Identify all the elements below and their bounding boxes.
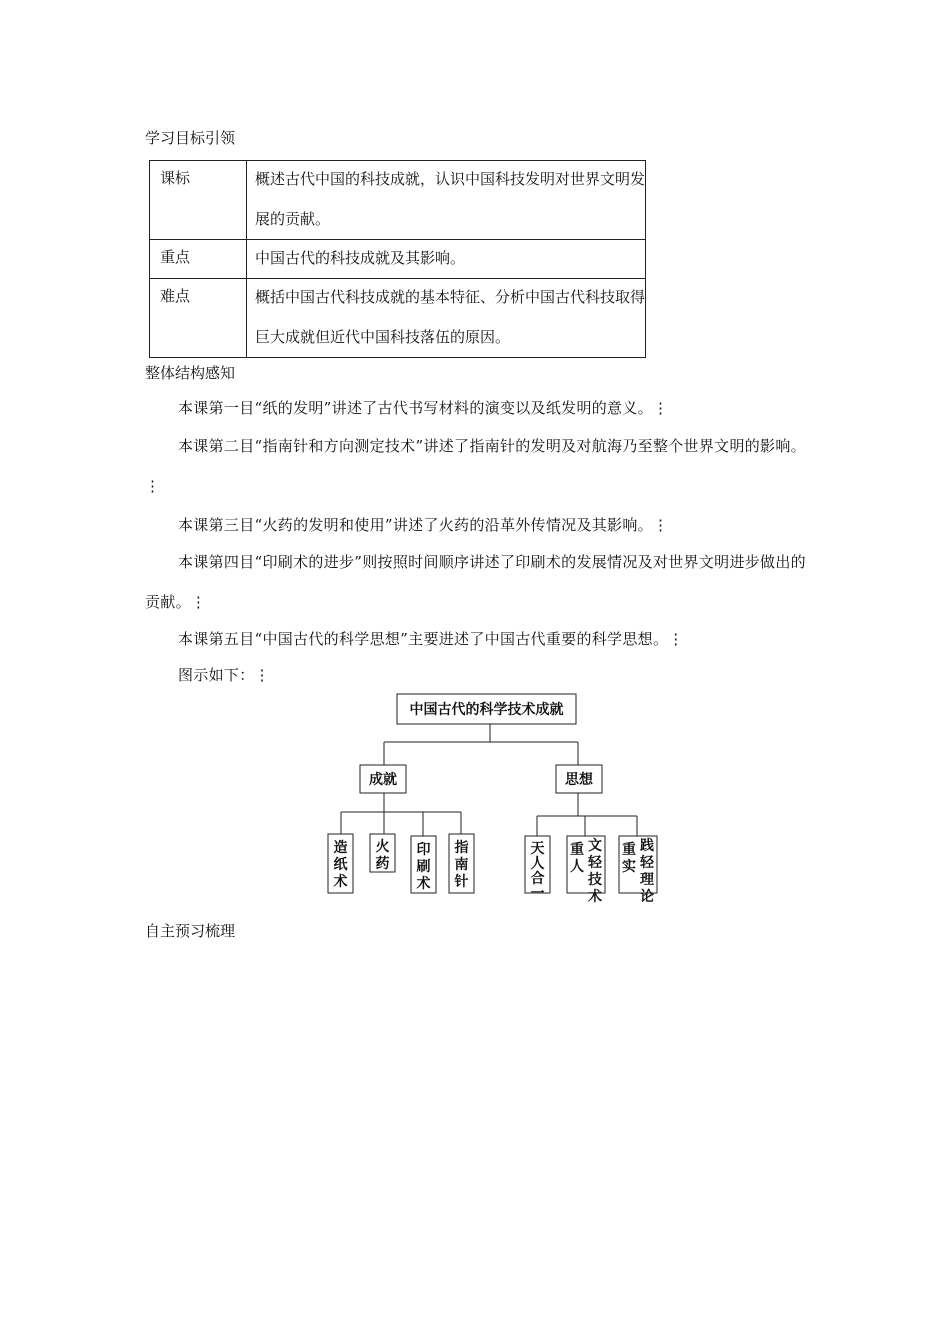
row-key: 难点 bbox=[150, 279, 247, 358]
leaf-label: 术 bbox=[333, 874, 348, 890]
leaf-label: 印 bbox=[416, 842, 431, 858]
branch-label: 思想 bbox=[565, 772, 593, 788]
leaf-label: 重 bbox=[570, 842, 584, 858]
leaf-label: 药 bbox=[375, 856, 390, 872]
paragraph: 本课第三目“火药的发明和使用”讲述了火药的沿革外传情况及其影响。⋮ bbox=[178, 516, 669, 534]
heading-objectives: 学习目标引领 bbox=[145, 129, 236, 147]
heading-structure: 整体结构感知 bbox=[145, 364, 236, 382]
leaf-label: 论 bbox=[640, 889, 654, 905]
leaf-label: 重 bbox=[622, 842, 636, 858]
heading-preview: 自主预习梳理 bbox=[145, 922, 236, 940]
paragraph: 本课第一目“纸的发明”讲述了古代书写材料的演变以及纸发明的意义。⋮ bbox=[178, 399, 669, 417]
leaf-label: 火 bbox=[375, 839, 390, 855]
paragraph: 图示如下：⋮ bbox=[178, 666, 270, 684]
leaf-label: 南 bbox=[454, 857, 469, 873]
leaf-label: 造 bbox=[333, 840, 348, 856]
row-key: 课标 bbox=[150, 161, 247, 240]
row-value: 概述古代中国的科技成就，认识中国科技发明对世界文明发展的贡献。 bbox=[247, 161, 646, 240]
leaf-label: 技 bbox=[588, 872, 602, 888]
leaf-label: 人 bbox=[530, 856, 545, 872]
leaf-label: 合 bbox=[530, 871, 545, 887]
leaf-label: 指 bbox=[454, 840, 469, 856]
leaf-label: 术 bbox=[416, 876, 431, 892]
row-value: 概括中国古代科技成就的基本特征、分析中国古代科技取得巨大成就但近代中国科技落伍的原因。 bbox=[247, 279, 646, 358]
row-value: 中国古代的科技成就及其影响。 bbox=[247, 240, 646, 279]
branch-label: 成就 bbox=[369, 772, 397, 788]
row-key: 重点 bbox=[150, 240, 247, 279]
leaf-label: 刷 bbox=[416, 859, 431, 875]
root-label: 中国古代的科学技术成就 bbox=[409, 702, 564, 718]
leaf-label: 文 bbox=[588, 838, 602, 854]
leaf-label: 一 bbox=[530, 886, 545, 902]
paragraph: 本课第五目“中国古代的科学思想”主要进述了中国古代重要的科学思想。⋮ bbox=[178, 630, 684, 648]
leaf-label: 针 bbox=[454, 874, 469, 890]
leaf-label: 天 bbox=[530, 841, 545, 857]
leaf-label: 理 bbox=[640, 872, 654, 888]
leaf-label: 纸 bbox=[333, 857, 348, 873]
leaf-label: 实 bbox=[622, 859, 636, 875]
leaf-label: 轻 bbox=[588, 855, 602, 871]
paragraph: 本课第二目“指南针和方向测定技术”讲述了指南针的发明及对航海乃至整个世界文明的影响。⋮ bbox=[145, 437, 806, 495]
leaf-label: 轻 bbox=[640, 855, 654, 871]
leaf-label: 术 bbox=[588, 889, 602, 905]
leaf-label: 人 bbox=[570, 859, 584, 875]
leaf-label: 践 bbox=[640, 838, 654, 854]
paragraph: 本课第四目“印刷术的进步”则按照时间顺序讲述了印刷术的发展情况及对世界文明进步做出的贡献。⋮ bbox=[145, 553, 806, 611]
